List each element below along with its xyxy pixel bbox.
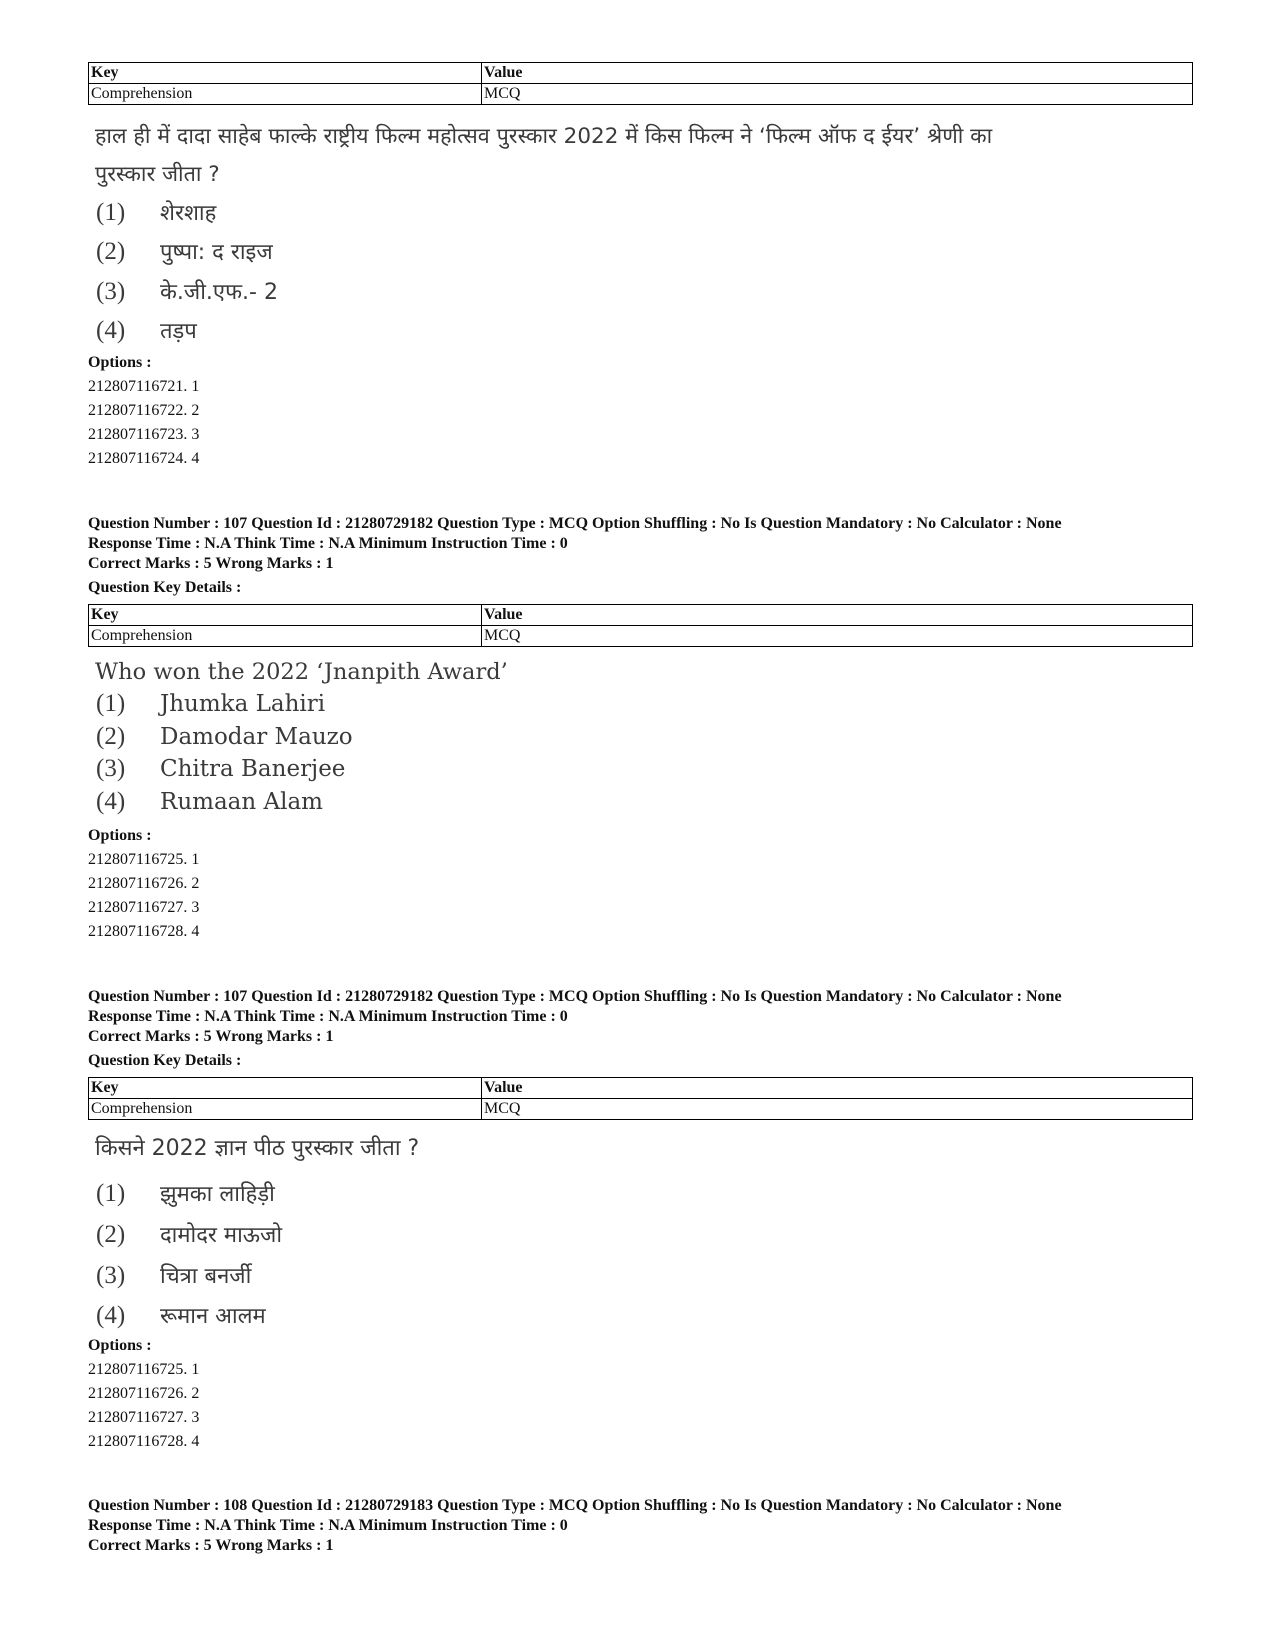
table-row	[89, 84, 1193, 105]
question-text-line: पुरस्कार जीता ?	[95, 162, 220, 187]
answer-choice	[96, 1300, 266, 1330]
options-list	[88, 824, 199, 944]
answer-choice	[96, 315, 197, 345]
choice-number: (1)	[96, 1180, 126, 1207]
key-details-label: Question Key Details :	[88, 579, 242, 596]
question-meta	[88, 1496, 1062, 1536]
choice-text: Jhumka Lahiri	[160, 691, 326, 717]
question-marks: Correct Marks : 5 Wrong Marks : 1	[88, 555, 334, 572]
question-marks-block	[88, 1534, 333, 1558]
choice-number: (1)	[96, 690, 126, 717]
option-id: 212807116726. 2	[88, 875, 200, 892]
question-key-table	[88, 604, 1193, 647]
question-key-table	[88, 62, 1193, 105]
choice-text: दामोदर माऊजो	[160, 1223, 283, 1248]
choice-text: तड़प	[160, 319, 197, 344]
value-cell: MCQ	[482, 1099, 1193, 1120]
question-text-line: हाल ही में दादा साहेब फाल्के राष्ट्रीय फिल्म महोत्सव पुरस्कार 2022 में किस फिल्म ने ‘फिल्म ऑफ द ईयर’ श्रेणी का	[95, 124, 993, 149]
answer-choice	[96, 276, 278, 306]
question-marks: Correct Marks : 5 Wrong Marks : 1	[88, 1028, 334, 1045]
option-id: 212807116725. 1	[88, 851, 200, 868]
options-label: Options :	[88, 354, 152, 371]
answer-choice	[96, 755, 345, 783]
choice-text: Chitra Banerjee	[160, 756, 346, 782]
options-list	[88, 351, 199, 471]
table-header-row	[89, 605, 1193, 626]
question-meta-line: Question Number : 107 Question Id : 21280729182 Question Type : MCQ Option Shuffling : No Is Question Mandatory : No Calculator : None	[88, 988, 1062, 1005]
table-row	[89, 626, 1193, 647]
key-header: Key	[89, 605, 482, 626]
choice-text: Damodar Mauzo	[160, 724, 353, 750]
answer-choice	[96, 1260, 251, 1290]
choice-number: (2)	[96, 723, 126, 750]
answer-choice	[96, 197, 216, 227]
choice-number: (2)	[96, 1221, 126, 1248]
option-id: 212807116724. 4	[88, 450, 200, 467]
table-header-row	[89, 63, 1193, 84]
options-list	[88, 1334, 199, 1454]
choice-number: (4)	[96, 317, 126, 344]
question-meta	[88, 987, 1062, 1027]
choice-number: (3)	[96, 755, 126, 782]
option-id: 212807116722. 2	[88, 402, 200, 419]
question-meta	[88, 514, 1062, 554]
key-cell: Comprehension	[89, 84, 482, 105]
value-header: Value	[482, 605, 1193, 626]
value-header: Value	[482, 63, 1193, 84]
question-text-english: Who won the 2022 ‘Jnanpith Award’	[95, 659, 508, 685]
key-header: Key	[89, 63, 482, 84]
question-meta-line: Response Time : N.A Think Time : N.A Minimum Instruction Time : 0	[88, 1517, 568, 1534]
table-row	[89, 1099, 1193, 1120]
key-cell: Comprehension	[89, 1099, 482, 1120]
choice-number: (2)	[96, 238, 126, 265]
choice-number: (1)	[96, 199, 126, 226]
choice-text: के.जी.एफ.- 2	[160, 280, 278, 305]
choice-number: (4)	[96, 1302, 126, 1329]
choice-text: शेरशाह	[160, 201, 217, 226]
key-header: Key	[89, 1078, 482, 1099]
choice-text: Rumaan Alam	[160, 789, 323, 815]
answer-choice	[96, 1178, 275, 1208]
option-id: 212807116727. 3	[88, 1409, 200, 1426]
choice-number: (3)	[96, 278, 126, 305]
question-meta-line: Response Time : N.A Think Time : N.A Minimum Instruction Time : 0	[88, 1008, 568, 1025]
question-key-table	[88, 1077, 1193, 1120]
option-id: 212807116727. 3	[88, 899, 200, 916]
choice-text: झुमका लाहिड़ी	[160, 1182, 275, 1207]
option-id: 212807116728. 4	[88, 1433, 200, 1450]
answer-choice	[96, 723, 353, 751]
answer-choice	[96, 1219, 282, 1249]
answer-choice	[96, 690, 325, 718]
choice-text: पुष्पा: द राइज	[160, 240, 273, 265]
choice-text: रूमान आलम	[160, 1304, 266, 1329]
question-marks-block	[88, 1025, 333, 1073]
value-cell: MCQ	[482, 626, 1193, 647]
choice-number: (3)	[96, 1262, 126, 1289]
option-id: 212807116728. 4	[88, 923, 200, 940]
options-label: Options :	[88, 827, 152, 844]
question-marks: Correct Marks : 5 Wrong Marks : 1	[88, 1537, 334, 1554]
question-text-hindi	[95, 118, 992, 194]
question-meta-line: Question Number : 108 Question Id : 21280729183 Question Type : MCQ Option Shuffling : No Is Question Mandatory : No Calculator : None	[88, 1497, 1062, 1514]
option-id: 212807116721. 1	[88, 378, 200, 395]
key-details-label: Question Key Details :	[88, 1052, 242, 1069]
table-header-row	[89, 1078, 1193, 1099]
answer-choice	[96, 788, 323, 816]
question-meta-line: Question Number : 107 Question Id : 21280729182 Question Type : MCQ Option Shuffling : No Is Question Mandatory : No Calculator : None	[88, 515, 1062, 532]
choice-text: चित्रा बनर्जी	[160, 1264, 252, 1289]
choice-number: (4)	[96, 788, 126, 815]
option-id: 212807116726. 2	[88, 1385, 200, 1402]
question-meta-line: Response Time : N.A Think Time : N.A Minimum Instruction Time : 0	[88, 535, 568, 552]
question-text-hindi: किसने 2022 ज्ञान पीठ पुरस्कार जीता ?	[95, 1136, 420, 1161]
answer-choice	[96, 236, 273, 266]
key-cell: Comprehension	[89, 626, 482, 647]
value-header: Value	[482, 1078, 1193, 1099]
option-id: 212807116723. 3	[88, 426, 200, 443]
value-cell: MCQ	[482, 84, 1193, 105]
options-label: Options :	[88, 1337, 152, 1354]
question-marks-block	[88, 552, 333, 600]
option-id: 212807116725. 1	[88, 1361, 200, 1378]
